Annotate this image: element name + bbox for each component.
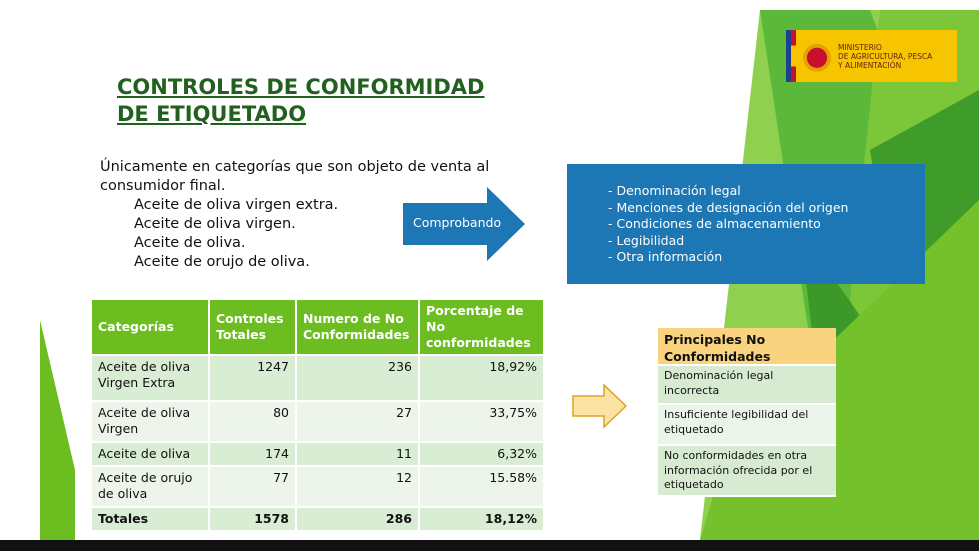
- flag-icon: [786, 30, 796, 82]
- nc-item: Insuficiente legibilidad del etiquetado: [658, 405, 836, 446]
- header-cell: Categorías: [91, 299, 209, 355]
- header-cell: Porcentaje de No conformidades: [419, 299, 544, 355]
- totals-row: [91, 507, 544, 531]
- cell: 174: [209, 442, 296, 466]
- check-item: - Menciones de designación del origen: [608, 199, 849, 215]
- coat-of-arms-icon: [802, 38, 832, 74]
- cell: 1578: [209, 507, 296, 531]
- slide-title: CONTROLES DE CONFORMIDAD DE ETIQUETADO: [117, 75, 485, 126]
- cell: 286: [296, 507, 419, 531]
- nc-header: Principales No Conformidades: [658, 328, 836, 366]
- comprobando-arrow: [403, 187, 525, 261]
- cell: 6,32%: [419, 442, 544, 466]
- category-item: Aceite de oliva.: [134, 235, 246, 251]
- logo-line: Y ALIMENTACIÓN: [838, 60, 902, 70]
- check-item: - Legibilidad: [608, 232, 685, 248]
- conformity-table: [90, 298, 545, 532]
- logo-line: MINISTERIO: [838, 42, 882, 52]
- cell: Aceite de oliva Virgen Extra: [91, 355, 209, 401]
- cell: 80: [209, 401, 296, 442]
- nc-item: Denominación legal incorrecta: [658, 366, 836, 405]
- cell: 33,75%: [419, 401, 544, 442]
- check-item: - Condiciones de almacenamiento: [608, 216, 821, 231]
- check-item: - Otra información: [608, 249, 723, 264]
- intro-line: Únicamente en categorías que son objeto de venta al consumidor final.: [100, 159, 490, 194]
- category-item: Aceite de oliva virgen.: [134, 216, 296, 232]
- category-item: Aceite de oliva virgen extra.: [134, 197, 339, 213]
- nonconformities-box: [658, 328, 836, 497]
- table-row: [91, 401, 544, 442]
- check-item: - Denominación legal: [608, 183, 741, 198]
- logo-text: [838, 43, 932, 70]
- cell: 27: [296, 401, 419, 442]
- cell: 18,92%: [419, 355, 544, 401]
- table-header: [91, 299, 544, 355]
- category-item: Aceite de orujo de oliva.: [134, 254, 310, 270]
- table-row: [91, 442, 544, 466]
- cell: Aceite de oliva: [91, 442, 209, 466]
- checks-box: [567, 164, 925, 284]
- cell: 77: [209, 466, 296, 507]
- table-row: [91, 466, 544, 507]
- cell: 236: [296, 355, 419, 401]
- nc-item: No conformidades en otra información ofrecida por el etiquetado: [658, 446, 836, 497]
- cell: 11: [296, 442, 419, 466]
- cell: 18,12%: [419, 507, 544, 531]
- table-row: [91, 355, 544, 401]
- logo-line: DE AGRICULTURA, PESCA: [838, 51, 933, 61]
- cell: 1247: [209, 355, 296, 401]
- header-cell: Numero de No Conformidades: [296, 299, 419, 355]
- cell: 15.58%: [419, 466, 544, 507]
- ministry-logo: [786, 30, 957, 82]
- header-cell: Controles Totales: [209, 299, 296, 355]
- right-arrow-icon: [572, 384, 628, 428]
- cell: Aceite de orujo de oliva: [91, 466, 209, 507]
- cell: Totales: [91, 507, 209, 531]
- arrow-label: Comprobando: [413, 215, 502, 230]
- cell: Aceite de oliva Virgen: [91, 401, 209, 442]
- cell: 12: [296, 466, 419, 507]
